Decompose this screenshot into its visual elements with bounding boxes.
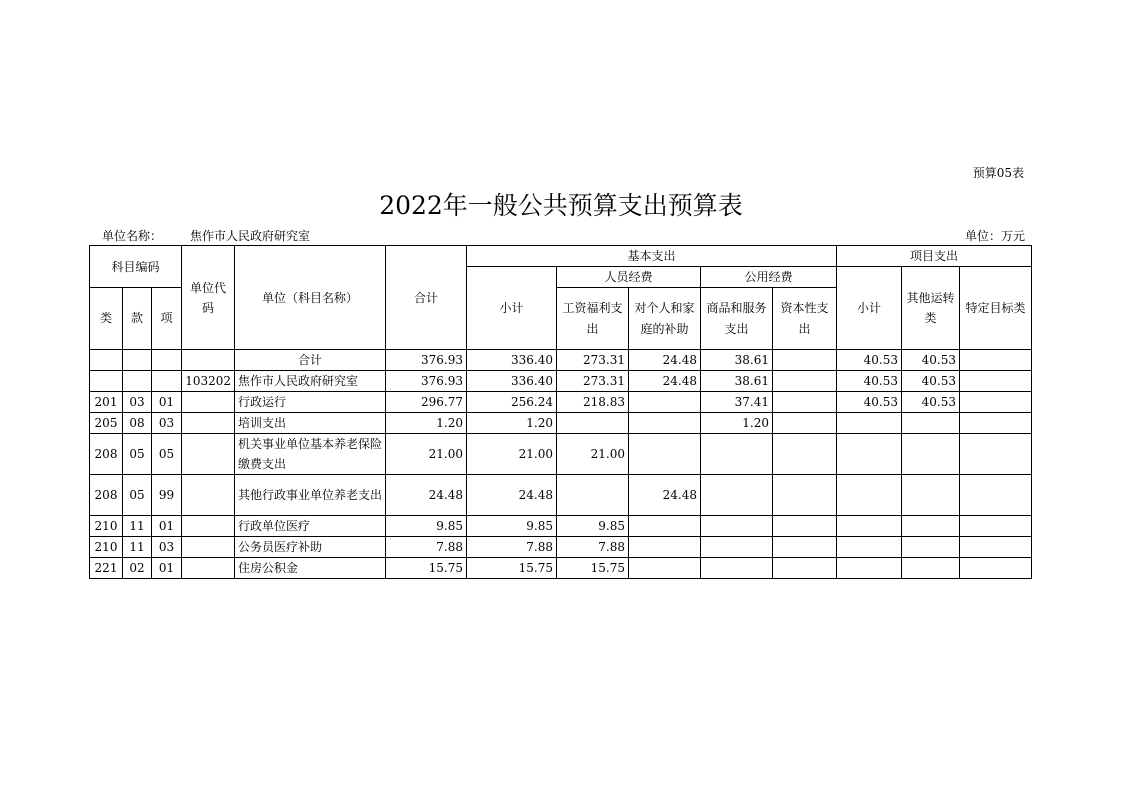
xiang-cell: 03: [152, 413, 182, 434]
total-cell: 9.85: [386, 516, 467, 537]
other-transfer-cell: [902, 516, 960, 537]
lei-cell: 210: [90, 516, 123, 537]
unit-code-header: 单位代码: [182, 246, 235, 350]
lei-cell: 208: [90, 475, 123, 516]
subject-name-cell: 机关事业单位基本养老保险缴费支出: [235, 434, 386, 475]
goods-services-cell: [701, 475, 773, 516]
capital-cell: [773, 371, 837, 392]
table-row: [90, 516, 1032, 537]
unit-subject-name-header: 单位（科目名称）: [235, 246, 386, 350]
lei-cell: 205: [90, 413, 123, 434]
lei-cell: 201: [90, 392, 123, 413]
table-header: [90, 246, 1032, 350]
basic-subtotal-cell: 21.00: [467, 434, 557, 475]
household-subsidy-cell: [629, 558, 701, 579]
table-row: [90, 537, 1032, 558]
xiang-cell: 03: [152, 537, 182, 558]
other-transfer-cell: [902, 434, 960, 475]
goods-services-cell: 38.61: [701, 350, 773, 371]
personnel-cost-header: 人员经费: [557, 267, 701, 288]
project-subtotal-header: 小计: [837, 267, 902, 350]
wages-cell: 15.75: [557, 558, 629, 579]
unit-code-cell: [182, 434, 235, 475]
capital-cell: [773, 350, 837, 371]
basic-subtotal-header: 小计: [467, 267, 557, 350]
lei-cell: 208: [90, 434, 123, 475]
household-subsidy-header: 对个人和家庭的补助: [629, 288, 701, 350]
total-cell: 376.93: [386, 350, 467, 371]
project-subtotal-cell: [837, 434, 902, 475]
goods-services-cell: [701, 537, 773, 558]
household-subsidy-cell: 24.48: [629, 371, 701, 392]
unit-name-label: 单位名称：: [102, 229, 163, 243]
special-target-cell: [960, 371, 1032, 392]
special-target-cell: [960, 350, 1032, 371]
wages-cell: [557, 413, 629, 434]
project-subtotal-cell: [837, 537, 902, 558]
wages-cell: 273.31: [557, 371, 629, 392]
special-target-cell: [960, 475, 1032, 516]
xiang-cell: 01: [152, 516, 182, 537]
total-cell: 7.88: [386, 537, 467, 558]
table-body: [90, 350, 1032, 579]
special-target-cell: [960, 516, 1032, 537]
capital-cell: [773, 516, 837, 537]
unit-code-cell: [182, 558, 235, 579]
table-row: [90, 558, 1032, 579]
basic-subtotal-cell: 1.20: [467, 413, 557, 434]
other-transfer-cell: 40.53: [902, 350, 960, 371]
special-target-cell: [960, 558, 1032, 579]
basic-subtotal-cell: 15.75: [467, 558, 557, 579]
household-subsidy-cell: [629, 434, 701, 475]
unit-code-cell: [182, 350, 235, 371]
basic-subtotal-cell: 336.40: [467, 371, 557, 392]
total-cell: 376.93: [386, 371, 467, 392]
kuan-cell: [123, 371, 152, 392]
unit-code-cell: [182, 413, 235, 434]
wages-cell: 9.85: [557, 516, 629, 537]
xiang-cell: 99: [152, 475, 182, 516]
other-transfer-cell: [902, 475, 960, 516]
kuan-cell: 11: [123, 537, 152, 558]
capital-header: 资本性支出: [773, 288, 837, 350]
subject-name-cell: 焦作市人民政府研究室: [235, 371, 386, 392]
total-cell: 296.77: [386, 392, 467, 413]
goods-services-cell: 1.20: [701, 413, 773, 434]
wages-header: 工资福利支出: [557, 288, 629, 350]
subject-name-cell: 合计: [235, 350, 386, 371]
project-subtotal-cell: 40.53: [837, 371, 902, 392]
subject-name-cell: 其他行政事业单位养老支出: [235, 475, 386, 516]
subject-name-cell: 行政运行: [235, 392, 386, 413]
kuan-cell: [123, 350, 152, 371]
special-target-cell: [960, 434, 1032, 475]
kuan-cell: 08: [123, 413, 152, 434]
xiang-header: 项: [152, 288, 182, 350]
table-row: [90, 392, 1032, 413]
subject-name-cell: 住房公积金: [235, 558, 386, 579]
total-cell: 1.20: [386, 413, 467, 434]
project-subtotal-cell: [837, 475, 902, 516]
total-header: 合计: [386, 246, 467, 350]
unit-code-cell: [182, 537, 235, 558]
household-subsidy-cell: [629, 392, 701, 413]
subject-name-cell: 培训支出: [235, 413, 386, 434]
other-transfer-cell: [902, 558, 960, 579]
kuan-cell: 02: [123, 558, 152, 579]
table-row: [90, 413, 1032, 434]
household-subsidy-cell: 24.48: [629, 475, 701, 516]
project-subtotal-cell: [837, 413, 902, 434]
money-unit: 单位：万元: [964, 229, 1025, 243]
other-transfer-header: 其他运转类: [902, 267, 960, 350]
kuan-cell: 05: [123, 475, 152, 516]
basic-expenditure-header: 基本支出: [467, 246, 837, 267]
project-subtotal-cell: [837, 516, 902, 537]
kuan-cell: 05: [123, 434, 152, 475]
wages-cell: 21.00: [557, 434, 629, 475]
other-transfer-cell: 40.53: [902, 392, 960, 413]
page-title: 2022年一般公共预算支出预算表: [379, 191, 743, 220]
table-row: [90, 371, 1032, 392]
table-row: [90, 434, 1032, 475]
goods-services-cell: [701, 558, 773, 579]
kuan-header: 款: [123, 288, 152, 350]
xiang-cell: 05: [152, 434, 182, 475]
basic-subtotal-cell: 256.24: [467, 392, 557, 413]
budget-table: [89, 245, 1032, 579]
total-cell: 15.75: [386, 558, 467, 579]
wages-cell: 273.31: [557, 350, 629, 371]
basic-subtotal-cell: 9.85: [467, 516, 557, 537]
subject-code-header: 科目编码: [90, 246, 182, 288]
goods-services-cell: [701, 516, 773, 537]
unit-code-cell: 103202: [182, 371, 235, 392]
capital-cell: [773, 413, 837, 434]
household-subsidy-cell: 24.48: [629, 350, 701, 371]
xiang-cell: [152, 350, 182, 371]
wages-cell: 7.88: [557, 537, 629, 558]
project-expenditure-header: 项目支出: [837, 246, 1032, 267]
project-subtotal-cell: 40.53: [837, 350, 902, 371]
xiang-cell: 01: [152, 558, 182, 579]
total-cell: 21.00: [386, 434, 467, 475]
unit-name-value: 焦作市人民政府研究室: [190, 229, 311, 243]
household-subsidy-cell: [629, 537, 701, 558]
capital-cell: [773, 392, 837, 413]
special-target-cell: [960, 392, 1032, 413]
kuan-cell: 11: [123, 516, 152, 537]
goods-services-cell: 37.41: [701, 392, 773, 413]
special-target-cell: [960, 537, 1032, 558]
wages-cell: 218.83: [557, 392, 629, 413]
other-transfer-cell: [902, 413, 960, 434]
xiang-cell: [152, 371, 182, 392]
project-subtotal-cell: [837, 558, 902, 579]
basic-subtotal-cell: 336.40: [467, 350, 557, 371]
other-transfer-cell: [902, 537, 960, 558]
table-row: [90, 350, 1032, 371]
project-subtotal-cell: 40.53: [837, 392, 902, 413]
household-subsidy-cell: [629, 516, 701, 537]
xiang-cell: 01: [152, 392, 182, 413]
other-transfer-cell: 40.53: [902, 371, 960, 392]
special-target-cell: [960, 413, 1032, 434]
lei-header: 类: [90, 288, 123, 350]
goods-services-header: 商品和服务支出: [701, 288, 773, 350]
household-subsidy-cell: [629, 413, 701, 434]
subject-name-cell: 公务员医疗补助: [235, 537, 386, 558]
lei-cell: [90, 371, 123, 392]
lei-cell: [90, 350, 123, 371]
basic-subtotal-cell: 24.48: [467, 475, 557, 516]
total-cell: 24.48: [386, 475, 467, 516]
public-cost-header: 公用经费: [701, 267, 837, 288]
special-target-header: 特定目标类: [960, 267, 1032, 350]
basic-subtotal-cell: 7.88: [467, 537, 557, 558]
subject-name-cell: 行政单位医疗: [235, 516, 386, 537]
lei-cell: 210: [90, 537, 123, 558]
unit-code-cell: [182, 392, 235, 413]
lei-cell: 221: [90, 558, 123, 579]
capital-cell: [773, 558, 837, 579]
kuan-cell: 03: [123, 392, 152, 413]
wages-cell: [557, 475, 629, 516]
unit-code-cell: [182, 516, 235, 537]
form-number: 预算05表: [972, 166, 1024, 180]
goods-services-cell: 38.61: [701, 371, 773, 392]
table-row: [90, 475, 1032, 516]
capital-cell: [773, 475, 837, 516]
capital-cell: [773, 537, 837, 558]
capital-cell: [773, 434, 837, 475]
goods-services-cell: [701, 434, 773, 475]
unit-code-cell: [182, 475, 235, 516]
